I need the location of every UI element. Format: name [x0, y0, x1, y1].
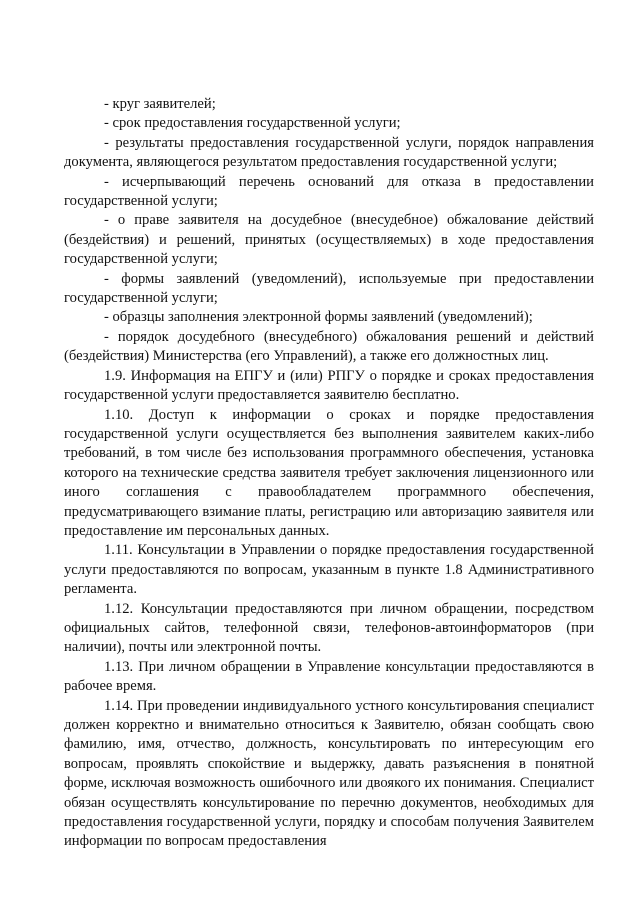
clause-1-12: 1.12. Консультации предоставляются при личном обращении, посредством официальных сайтов, телефонной связи, телефонов-автоинформаторов (при наличии), почты или электронной почты.	[64, 600, 594, 656]
list-item: - исчерпывающий перечень оснований для отказа в предоставлении государственной услуги;	[64, 173, 594, 210]
list-item: - формы заявлений (уведомлений), используемые при предоставлении государственной услуги;	[64, 270, 594, 307]
clause-1-14: 1.14. При проведении индивидуального устного консультирования специалист должен корректно и внимательно относиться к Заявителю, обязан сообщать свою фамилию, имя, отчество, должность, консультировать по интересующим его вопросам, проявлять спокойствие и выдержку, давать разъяснения в понятной форме, исключая возможность ошибочного или двоякого их понимания. Специалист обязан осуществлять консультирование по перечню документов, необходимых для предоставления государственной услуги, порядку и способам получения Заявителем информации по вопросам предоставления	[64, 697, 594, 850]
list-item: - срок предоставления государственной услуги;	[104, 115, 401, 132]
clause-1-13: 1.13. При личном обращении в Управление консультации предоставляются в рабочее время.	[64, 658, 594, 695]
list-item: - о праве заявителя на досудебное (внесудебное) обжалование действий (бездействия) и решений, принятых (осуществляемых) в ходе предоставления государственной услуги;	[64, 212, 594, 268]
list-item: - результаты предоставления государственной услуги, порядок направления документа, являющегося результатом предоставления государственной услуги;	[64, 134, 594, 171]
clause-1-10: 1.10. Доступ к информации о сроках и порядке предоставления государственной услуги осуществляется без выполнения заявителем каких-либо требований, в том числе без использования программного обеспечения, установка которого на технические средства заявителя требует заключения лицензионного или иного соглашения с правообладателем программного обеспечения, предусматривающего взимание платы, регистрацию или авторизацию заявителя или предоставление им персональных данных.	[64, 406, 594, 539]
clause-1-9: 1.9. Информация на ЕПГУ и (или) РПГУ о порядке и сроках предоставления государственной услуги предоставляется заявителю бесплатно.	[64, 367, 594, 404]
list-item: - образцы заполнения электронной формы заявлений (уведомлений);	[104, 309, 533, 326]
list-item: - круг заявителей;	[104, 96, 216, 112]
clause-1-11: 1.11. Консультации в Управлении о порядке предоставления государственной услуги предоставляются по вопросам, указанным в пункте 1.8 Административного регламента.	[64, 542, 594, 598]
list-item: - порядок досудебного (внесудебного) обжалования решений и действий (бездействия) Министерства (его Управлений), а также его должностных лиц.	[64, 328, 594, 365]
document-body	[64, 95, 594, 852]
